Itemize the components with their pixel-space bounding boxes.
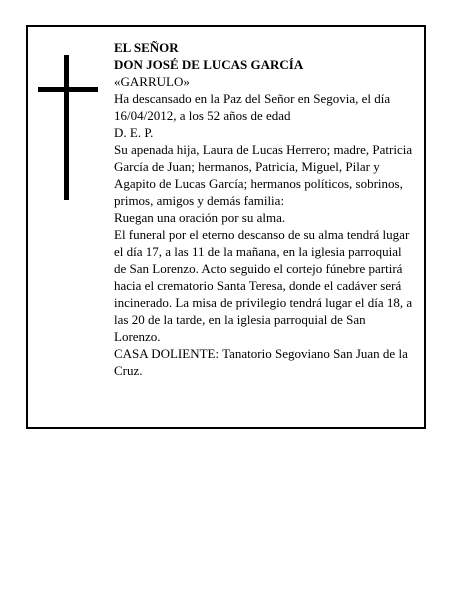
- obituary-text: [114, 39, 414, 379]
- prayer-request: Ruegan una oración por su alma.: [114, 210, 286, 225]
- funeral-home: CASA DOLIENTE: Tanatorio Segoviano San Juan de la Cruz.: [114, 346, 408, 378]
- title-line-1: EL SEÑOR: [114, 40, 179, 55]
- nickname: «GARRULO»: [114, 74, 190, 89]
- cross-horizontal-bar: [38, 87, 98, 92]
- deceased-name: DON JOSÉ DE LUCAS GARCÍA: [114, 57, 304, 72]
- obituary-notice: [26, 25, 426, 429]
- cross-vertical-bar: [64, 55, 69, 200]
- latin-cross-icon: [38, 55, 98, 200]
- rest-in-peace: D. E. P.: [114, 125, 154, 140]
- death-statement: Ha descansado en la Paz del Señor en Segovia, el día 16/04/2012, a los 52 años de edad: [114, 91, 391, 123]
- funeral-details: El funeral por el eterno descanso de su alma tendrá lugar el día 17, a las 11 de la mañana, en la iglesia parroquial de San Lorenzo. Acto seguido el cortejo fúnebre partirá hacia el crematorio Santa Teresa, donde el cadáver será incinerado. La misa de privilegio tendrá lugar el día 18, a las 20 de la tarde, en la iglesia parroquial de San Lorenzo.: [114, 227, 413, 344]
- family-paragraph: Su apenada hija, Laura de Lucas Herrero; madre, Patricia García de Juan; hermanos, Patricia, Miguel, Pilar y Agapito de Lucas García; hermanos políticos, sobrinos, primos, amigos y demás familia:: [114, 142, 413, 208]
